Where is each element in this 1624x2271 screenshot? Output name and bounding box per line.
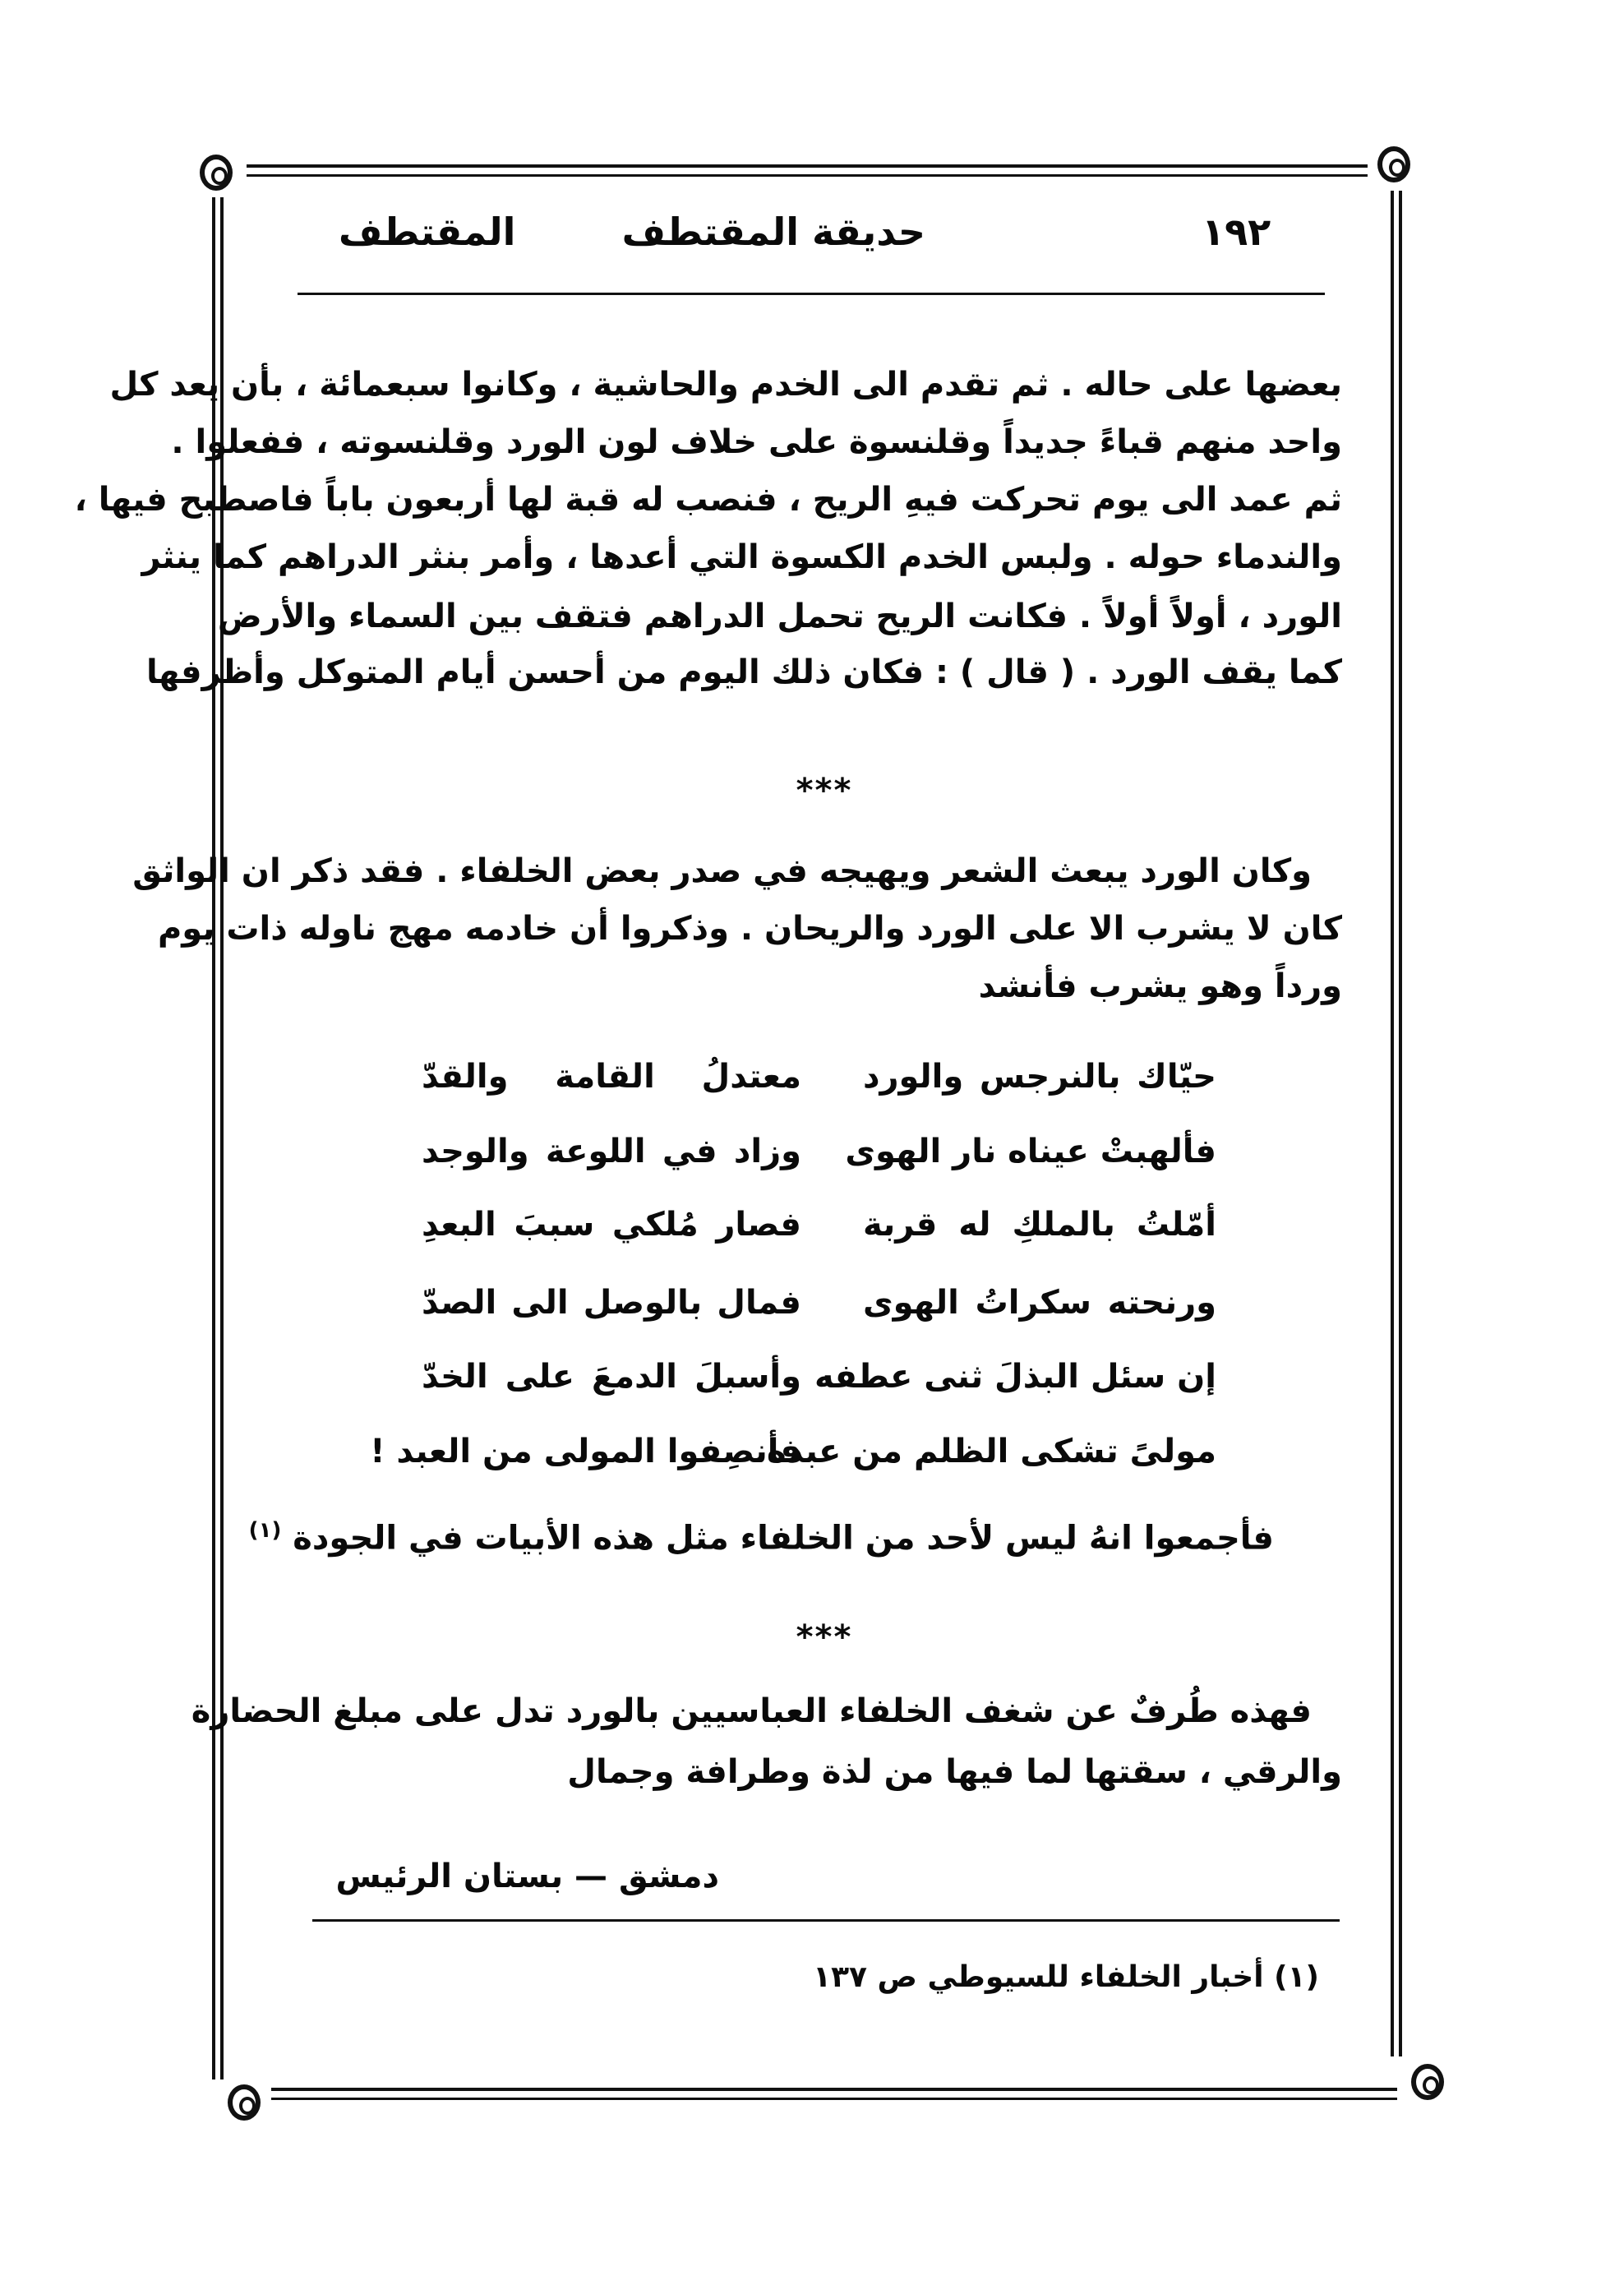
corner-ornament-top-right-icon bbox=[1377, 146, 1410, 182]
verse-first-hemistich: مولىً تشكى الظلم من عبده bbox=[766, 1433, 1216, 1470]
author-signature: دمشق — بستان الرئيس bbox=[335, 1858, 719, 1895]
paragraph-line: الورد ، أولاً أولاً . فكانت الريح تحمل الدراهم فتقف بين السماء والأرض bbox=[217, 598, 1342, 635]
paragraph-line: والرقي ، سقتها لما فيها من لذة وطرافة وجمال bbox=[567, 1753, 1342, 1791]
footnote-text: (١) أخبار الخلفاء للسيوطي ص ١٣٧ bbox=[813, 1960, 1319, 1994]
footnote-reference[interactable]: (١) bbox=[248, 1518, 282, 1543]
paragraph-line: ثم عمد الى يوم تحركت فيهِ الريح ، فنصب له قبة لها أربعون باباً فاصطبح فيها ، bbox=[74, 481, 1342, 519]
paragraph-line: والندماء حوله . ولبس الخدم الكسوة التي أعدها ، وأمر بنثر الدراهم كما ينثر bbox=[141, 538, 1342, 576]
verse-second-hemistich: وزاد في اللوعة والوجد bbox=[422, 1133, 801, 1170]
journal-name: المقتطف bbox=[339, 210, 516, 254]
verse-first-hemistich: فألهبتْ عيناه نار الهوى bbox=[845, 1133, 1216, 1170]
corner-ornament-bottom-left-icon bbox=[228, 2084, 261, 2121]
verse-second-hemistich: فصار مُلكي سببَ البعدِ bbox=[422, 1206, 801, 1244]
verse-second-hemistich: معتدلُ القامة والقدّ bbox=[422, 1058, 801, 1096]
conclusion-text: فأجمعوا انهُ ليس لأحد من الخلفاء مثل هذه الأبيات في الجودة bbox=[293, 1519, 1274, 1558]
right-border-inner bbox=[1399, 191, 1402, 2056]
footnote-rule bbox=[312, 1919, 1340, 1922]
verse-second-hemistich: فأنصِفوا المولى من العبد ! bbox=[370, 1433, 801, 1470]
page-number: ١٩٢ bbox=[1202, 210, 1271, 254]
paragraph-line: كما يقف الورد . ( قال ) : فكان ذلك اليوم من أحسن أيام المتوكل وأظرفها bbox=[145, 653, 1342, 691]
bottom-border-outer bbox=[271, 2088, 1397, 2091]
section-separator: *** bbox=[796, 772, 853, 810]
verse-first-hemistich: أمّلتُ بالملكِ له قربة bbox=[863, 1206, 1216, 1244]
paragraph-line: فهذه طُرفٌ عن شغف الخلفاء العباسيين بالورد تدل على مبلغ الحضارة bbox=[191, 1692, 1312, 1730]
verse-first-hemistich: إن سئل البذلَ ثنى عطفه bbox=[814, 1358, 1216, 1396]
verse-first-hemistich: حيّاك بالنرجس والورد bbox=[863, 1058, 1216, 1096]
section-title: حديقة المقتطف bbox=[621, 210, 925, 254]
paragraph-line: ورداً وهو يشرب فأنشد bbox=[978, 967, 1342, 1005]
paragraph-line: واحد منهم قباءً جديداً وقلنسوة على خلاف لون الورد وقلنسوته ، ففعلوا . bbox=[171, 423, 1342, 461]
paragraph-line: كان لا يشرب الا على الورد والريحان . وذكروا أن خادمه مهج ناوله ذات يوم bbox=[157, 910, 1342, 948]
paragraph-line: بعضها على حاله . ثم تقدم الى الخدم والحاشية ، وكانوا سبعمائة ، بأن يعد كل bbox=[109, 366, 1342, 404]
conclusion-line bbox=[248, 1506, 1274, 1562]
verse-second-hemistich: وأسبلَ الدمعَ على الخدّ bbox=[422, 1358, 801, 1396]
right-border-outer bbox=[1391, 191, 1394, 2056]
corner-ornament-top-left-icon bbox=[200, 155, 233, 191]
paragraph-line: وكان الورد يبعث الشعر ويهيجه في صدر بعض الخلفاء . فقد ذكر ان الواثق bbox=[132, 852, 1312, 890]
header-rule bbox=[298, 293, 1325, 295]
verse-second-hemistich: فمال بالوصل الى الصدّ bbox=[422, 1284, 801, 1322]
top-border-outer bbox=[247, 164, 1368, 168]
bottom-border-inner bbox=[271, 2098, 1397, 2100]
section-separator: *** bbox=[796, 1618, 853, 1656]
top-border-inner bbox=[247, 174, 1368, 177]
corner-ornament-bottom-right-icon bbox=[1411, 2064, 1444, 2100]
verse-first-hemistich: ورنحته سكراتُ الهوى bbox=[863, 1284, 1216, 1322]
